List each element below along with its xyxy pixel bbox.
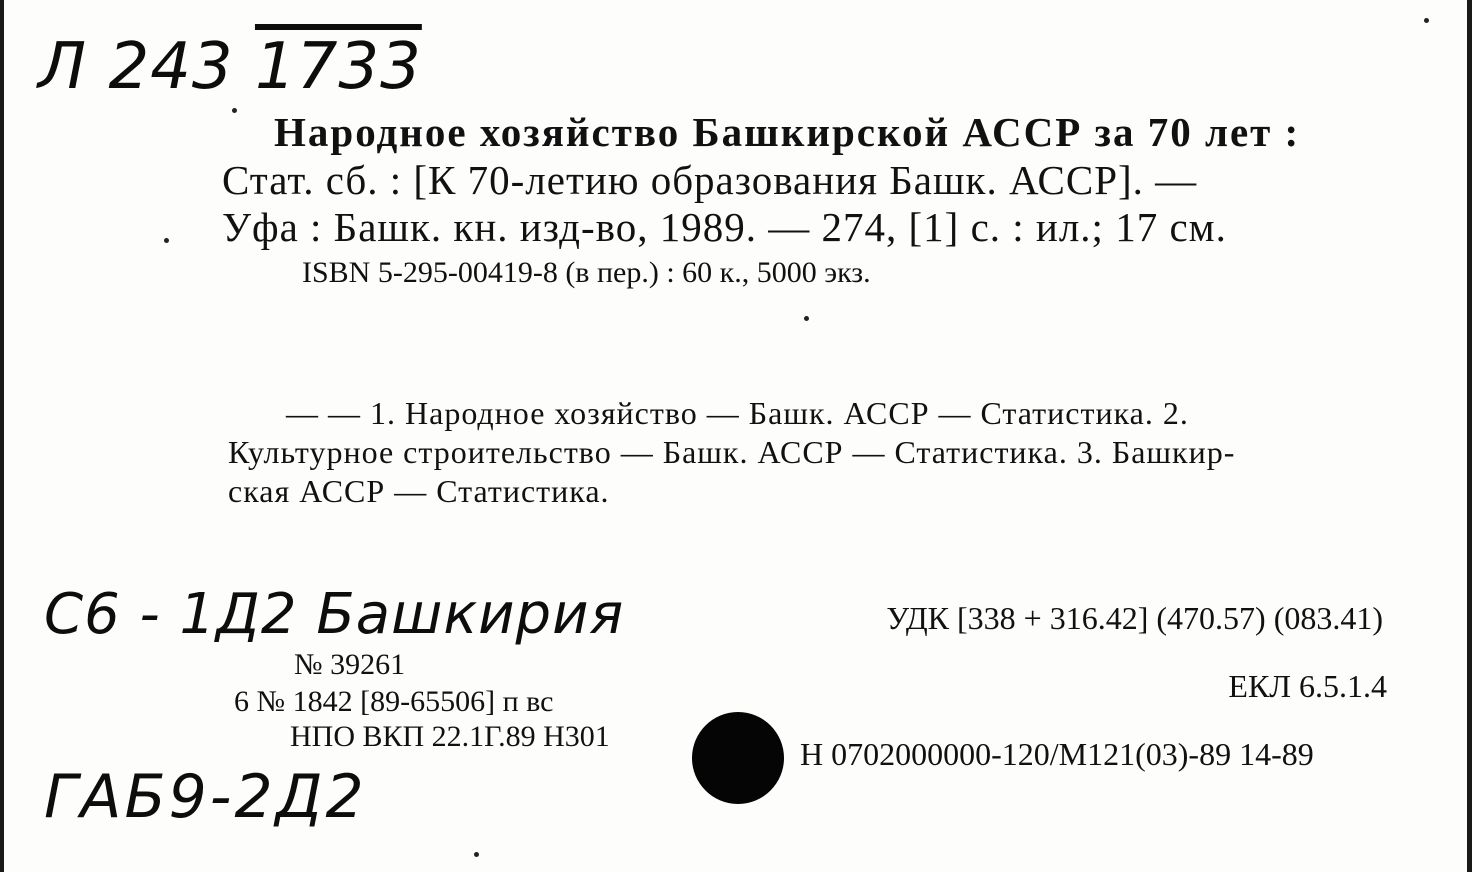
- ekl-code: ЕКЛ 6.5.1.4: [1228, 668, 1387, 704]
- title-line-2: Стат. сб. : [К 70-летию образования Башк. АССР]. —: [222, 157, 1198, 203]
- title-line-1: Народное хозяйство Башкирской АССР за 70 лет :: [274, 109, 1301, 155]
- record-number: 6 № 1842 [89-65506] п вс: [234, 685, 554, 718]
- subjects-line-3: ская АССР — Статистика.: [228, 473, 610, 509]
- subjects-line-1: — — 1. Народное хозяйство — Башк. АССР — Статистика. 2.: [286, 395, 1189, 431]
- handwritten-location: ГАБ9-2Д2: [44, 762, 367, 832]
- title-line-3: Уфа : Башк. кн. изд-во, 1989. — 274, [1] с. : ил.; 17 см.: [222, 204, 1227, 250]
- ink-speck: [164, 238, 169, 243]
- npo-line: НПО ВКП 22.1Г.89 Н301: [290, 720, 610, 753]
- handwritten-subject: С6 - 1Д2 Башкирия: [44, 582, 625, 647]
- catalog-number: № 39261: [294, 648, 406, 681]
- subjects-line-2: Культурное строительство — Башк. АССР — Статистика. 3. Башкир-: [228, 434, 1236, 470]
- shelf-mark: [38, 30, 422, 104]
- punch-hole: [692, 712, 784, 804]
- ink-speck: [232, 108, 237, 113]
- shelf-mark-prefix: Л 243: [38, 30, 234, 104]
- index-code: Н 0702000000-120/М121(03)-89 14-89: [800, 736, 1314, 772]
- ink-speck: [474, 852, 479, 857]
- isbn-line: ISBN 5-295-00419-8 (в пер.) : 60 к., 5000 экз.: [302, 256, 871, 289]
- ink-speck: [1424, 18, 1429, 23]
- shelf-mark-number: 1733: [254, 30, 422, 104]
- udk-code: УДК [338 + 316.42] (470.57) (083.41): [886, 600, 1383, 636]
- ink-speck: [804, 316, 809, 321]
